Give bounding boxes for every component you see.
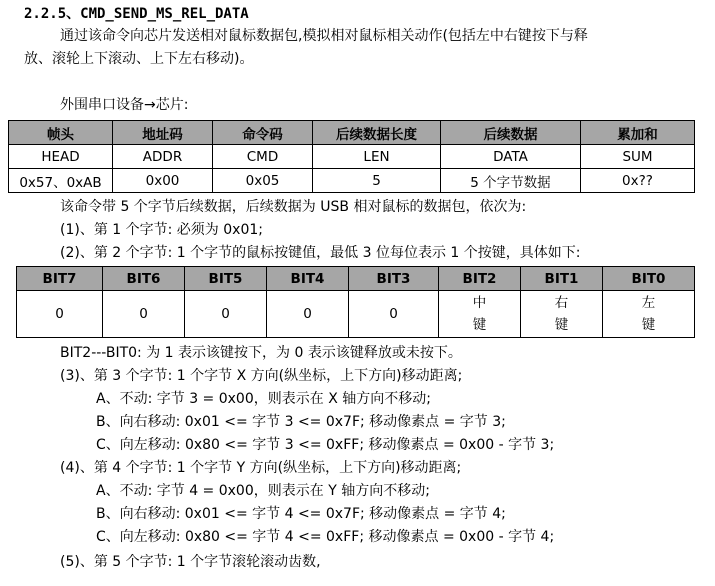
intro-line-1: 通过该命令向芯片发送相对鼠标数据包,模拟相对鼠标相关动作(包括左中右键按下与释 xyxy=(60,28,588,44)
header-cell: BIT3 xyxy=(349,267,439,291)
byte5-description: (5)、第 5 个字节: 1 个字节滚轮滚动齿数, xyxy=(60,554,321,570)
byte2-description: (2)、第 2 个字节: 1 个字节的鼠标按键值，最低 3 位每位表示 1 个按键，具体如下: xyxy=(60,245,581,261)
byte3-option-b: B、向右移动: 0x01 <= 字节 3 <= 0x7F; 移动像素点 = 字节 3; xyxy=(96,414,506,430)
table-cell: ADDR xyxy=(113,145,213,169)
header-cell: BIT1 xyxy=(521,267,603,291)
frame-format-table xyxy=(8,120,695,193)
table-cell: 0x57、0xAB xyxy=(9,169,113,193)
byte4-description: (4)、第 4 个字节: 1 个字节 Y 方向(纵坐标，上下方向)移动距离; xyxy=(60,460,462,476)
header-cell: BIT6 xyxy=(103,267,185,291)
byte4-option-b: B、向右移动: 0x01 <= 字节 4 <= 0x7F; 移动像素点 = 字节 4; xyxy=(96,506,506,522)
header-cell: BIT5 xyxy=(185,267,267,291)
table-cell: 5 个字节数据 xyxy=(441,169,581,193)
header-cell: BIT7 xyxy=(17,267,103,291)
table-cell: 0x?? xyxy=(581,169,695,193)
byte3-option-c: C、向左移动: 0x80 <= 字节 3 <= 0xFF; 移动像素点 = 0x00 - 字节 3; xyxy=(96,437,555,453)
table-row xyxy=(9,169,695,193)
right-button-label-2: 键 xyxy=(554,317,569,333)
byte4-option-a: A、不动: 字节 4 = 0x00，则表示在 Y 轴方向不移动; xyxy=(96,483,430,499)
table-row xyxy=(17,291,695,338)
intro-line-2: 放、滚轮上下滚动、上下左右移动)。 xyxy=(24,51,254,67)
table-cell: 0 xyxy=(349,291,439,338)
left-button-label-2: 键 xyxy=(641,317,656,333)
bit-note: BIT2---BIT0: 为 1 表示该键按下，为 0 表示该键释放或未按下。 xyxy=(60,345,462,361)
byte3-description: (3)、第 3 个字节: 1 个字节 X 方向(纵坐标，上下方向)移动距离; xyxy=(60,368,463,384)
byte1-description: (1)、第 1 个字节: 必须为 0x01; xyxy=(60,222,263,238)
left-button-cell xyxy=(603,291,695,338)
table-cell: HEAD xyxy=(9,145,113,169)
byte3-option-a: A、不动: 字节 3 = 0x00，则表示在 X 轴方向不移动; xyxy=(96,391,431,407)
direction-label: 外围串口设备→芯片: xyxy=(60,97,189,113)
table-header-row xyxy=(9,121,695,145)
table-cell: SUM xyxy=(581,145,695,169)
byte4-option-c: C、向左移动: 0x80 <= 字节 4 <= 0xFF; 移动像素点 = 0x00 - 字节 4; xyxy=(96,529,555,545)
right-button-label-1: 右 xyxy=(554,295,569,311)
table-cell: 0 xyxy=(17,291,103,338)
header-cell: BIT0 xyxy=(603,267,695,291)
header-cell: 后续数据长度 xyxy=(313,121,441,145)
table-cell: DATA xyxy=(441,145,581,169)
header-cell: 后续数据 xyxy=(441,121,581,145)
section-title: 2.2.5、CMD_SEND_MS_REL_DATA xyxy=(24,6,249,22)
header-cell: BIT2 xyxy=(439,267,521,291)
middle-button-label-2: 键 xyxy=(472,317,487,333)
table-cell: 0 xyxy=(267,291,349,338)
header-cell: BIT4 xyxy=(267,267,349,291)
left-button-label-1: 左 xyxy=(641,295,656,311)
table-cell: 0x00 xyxy=(113,169,213,193)
middle-button-cell xyxy=(439,291,521,338)
table-header-row xyxy=(17,267,695,291)
table-cell: CMD xyxy=(213,145,313,169)
header-cell: 命令码 xyxy=(213,121,313,145)
right-button-cell xyxy=(521,291,603,338)
button-bits-table xyxy=(16,266,695,338)
header-cell: 帧头 xyxy=(9,121,113,145)
table-cell: 5 xyxy=(313,169,441,193)
data-description: 该命令带 5 个字节后续数据，后续数据为 USB 相对鼠标的数据包，依次为: xyxy=(60,199,527,215)
table-cell: 0x05 xyxy=(213,169,313,193)
middle-button-label-1: 中 xyxy=(472,295,487,311)
table-cell: 0 xyxy=(103,291,185,338)
table-cell: LEN xyxy=(313,145,441,169)
table-cell: 0 xyxy=(185,291,267,338)
header-cell: 地址码 xyxy=(113,121,213,145)
header-cell: 累加和 xyxy=(581,121,695,145)
table-row xyxy=(9,145,695,169)
